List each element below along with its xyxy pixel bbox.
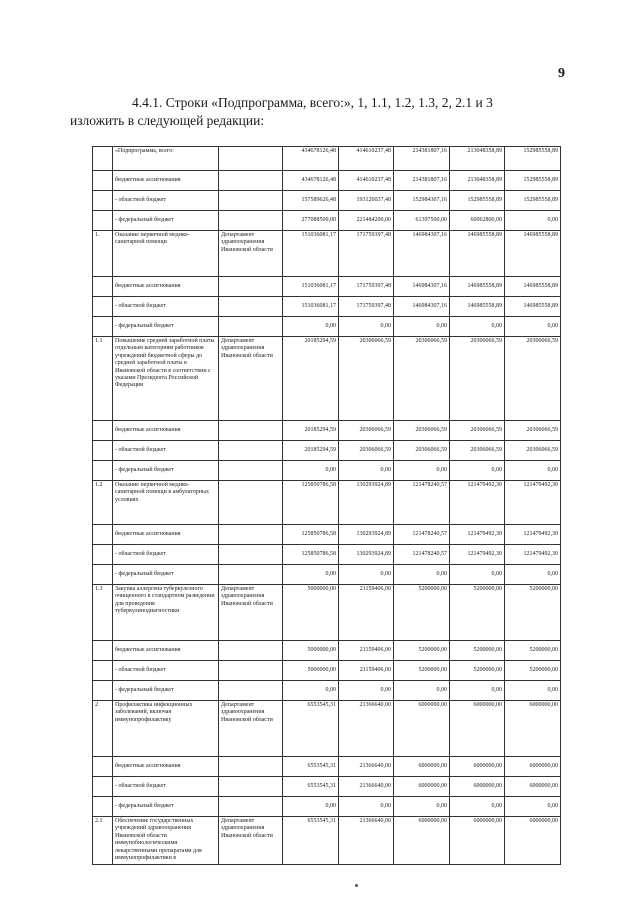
table-row xyxy=(93,681,561,701)
row-executor-cell xyxy=(219,297,283,317)
row-value-cell: 21159406,00 xyxy=(339,661,394,681)
row-value-cell: 6000000,00 xyxy=(394,777,450,797)
row-value-cell: 213048358,89 xyxy=(450,171,505,191)
table-row xyxy=(93,337,561,421)
row-executor-cell xyxy=(219,317,283,337)
row-executor-cell: Департамент здравоохранения Ивановской области xyxy=(219,585,283,641)
row-value-cell: 6000000,00 xyxy=(394,817,450,865)
table-row xyxy=(93,661,561,681)
row-value-cell: 0,00 xyxy=(339,797,394,817)
row-value-cell: 146985558,89 xyxy=(450,277,505,297)
table-row xyxy=(93,757,561,777)
table-row xyxy=(93,421,561,441)
row-value-cell: 193126037,48 xyxy=(339,191,394,211)
row-description-cell: - областной бюджет xyxy=(113,661,219,681)
row-value-cell: 5200000,00 xyxy=(394,661,450,681)
table-row xyxy=(93,147,561,171)
row-value-cell: 0,00 xyxy=(450,681,505,701)
row-value-cell: 0,00 xyxy=(339,681,394,701)
section-heading xyxy=(70,94,582,130)
row-description-cell: - областной бюджет xyxy=(113,191,219,211)
row-value-cell: 6553545,31 xyxy=(283,757,339,777)
row-description-cell: - федеральный бюджет xyxy=(113,461,219,481)
row-value-cell: 5200000,00 xyxy=(394,641,450,661)
row-value-cell: 146985558,89 xyxy=(450,231,505,277)
row-value-cell: 20306066,59 xyxy=(394,337,450,421)
row-executor-cell: Департамент здравоохранения Ивановской области xyxy=(219,701,283,757)
table-row xyxy=(93,585,561,641)
row-code-cell xyxy=(93,171,113,191)
row-value-cell: 121479492,30 xyxy=(450,481,505,525)
row-executor-cell: Департамент здравоохранения Ивановской области xyxy=(219,231,283,277)
row-value-cell: 152984307,16 xyxy=(394,191,450,211)
row-value-cell: 0,00 xyxy=(394,461,450,481)
row-value-cell: 0,00 xyxy=(450,461,505,481)
row-code-cell: 1.1 xyxy=(93,337,113,421)
budget-table xyxy=(92,146,561,865)
row-executor-cell xyxy=(219,277,283,297)
row-value-cell: 20306066,59 xyxy=(505,421,561,441)
row-executor-cell xyxy=(219,525,283,545)
row-code-cell: 2 xyxy=(93,701,113,757)
row-value-cell: 6000000,00 xyxy=(450,817,505,865)
row-code-cell xyxy=(93,681,113,701)
row-value-cell: 151036081,17 xyxy=(283,277,339,297)
row-value-cell: 151036081,17 xyxy=(283,297,339,317)
row-value-cell: 21366640,00 xyxy=(339,777,394,797)
row-value-cell: 125850786,58 xyxy=(283,545,339,565)
row-description-cell: бюджетные ассигнования xyxy=(113,757,219,777)
row-value-cell: 5200000,00 xyxy=(394,585,450,641)
row-value-cell: 5000000,00 xyxy=(283,641,339,661)
table-row xyxy=(93,481,561,525)
row-value-cell: 121478240,57 xyxy=(394,481,450,525)
table-row xyxy=(93,317,561,337)
row-value-cell: 20306066,59 xyxy=(339,441,394,461)
row-value-cell: 6553545,31 xyxy=(283,777,339,797)
row-value-cell: 146985558,89 xyxy=(505,277,561,297)
row-value-cell: 414610237,48 xyxy=(339,171,394,191)
row-code-cell xyxy=(93,545,113,565)
row-value-cell: 121478240,57 xyxy=(394,545,450,565)
row-value-cell: 60062800,00 xyxy=(450,211,505,231)
row-executor-cell xyxy=(219,641,283,661)
row-description-cell: - областной бюджет xyxy=(113,441,219,461)
row-executor-cell xyxy=(219,757,283,777)
row-description-cell: - федеральный бюджет xyxy=(113,317,219,337)
row-value-cell: 121479492,30 xyxy=(450,545,505,565)
row-value-cell: 20306066,59 xyxy=(450,337,505,421)
row-value-cell: 171759397,48 xyxy=(339,297,394,317)
row-value-cell: 171759397,48 xyxy=(339,231,394,277)
row-executor-cell xyxy=(219,441,283,461)
row-value-cell: 6000000,00 xyxy=(505,777,561,797)
row-value-cell: 20185294,59 xyxy=(283,441,339,461)
row-code-cell xyxy=(93,147,113,171)
row-value-cell: 214381807,16 xyxy=(394,147,450,171)
row-value-cell: 6000000,00 xyxy=(505,817,561,865)
row-value-cell: 21366640,00 xyxy=(339,817,394,865)
row-value-cell: 0,00 xyxy=(505,461,561,481)
row-value-cell: 21159406,00 xyxy=(339,585,394,641)
row-value-cell: 434678126,48 xyxy=(283,147,339,171)
row-value-cell: 221484200,00 xyxy=(339,211,394,231)
row-value-cell: 5200000,00 xyxy=(505,641,561,661)
row-code-cell xyxy=(93,277,113,297)
row-code-cell xyxy=(93,565,113,585)
table-row xyxy=(93,565,561,585)
row-value-cell: 152985558,89 xyxy=(505,171,561,191)
row-executor-cell xyxy=(219,147,283,171)
page-number: 9 xyxy=(558,66,565,81)
row-value-cell: 61397500,00 xyxy=(394,211,450,231)
table-row xyxy=(93,641,561,661)
row-value-cell: 146985558,89 xyxy=(505,297,561,317)
row-executor-cell xyxy=(219,545,283,565)
row-value-cell: 0,00 xyxy=(505,797,561,817)
row-value-cell: 151036081,17 xyxy=(283,231,339,277)
table-row xyxy=(93,191,561,211)
row-value-cell: 146984307,16 xyxy=(394,297,450,317)
row-value-cell: 213048358,89 xyxy=(450,147,505,171)
row-value-cell: 152985558,89 xyxy=(450,191,505,211)
row-value-cell: 5000000,00 xyxy=(283,661,339,681)
row-value-cell: 0,00 xyxy=(505,317,561,337)
row-executor-cell xyxy=(219,777,283,797)
row-value-cell: 171759397,48 xyxy=(339,277,394,297)
row-value-cell: 146984307,16 xyxy=(394,231,450,277)
row-code-cell: 1. xyxy=(93,231,113,277)
row-description-cell: Закупка аллергена туберкулезного очищенного в стандартном разведении для проведения туберкулинодиагностики xyxy=(113,585,219,641)
row-executor-cell xyxy=(219,661,283,681)
row-value-cell: 130293924,89 xyxy=(339,545,394,565)
row-description-cell: - областной бюджет xyxy=(113,297,219,317)
row-value-cell: 21159406,00 xyxy=(339,641,394,661)
row-value-cell: 6000000,00 xyxy=(450,701,505,757)
row-value-cell: 121479492,30 xyxy=(505,545,561,565)
row-value-cell: 5000000,00 xyxy=(283,585,339,641)
row-value-cell: 0,00 xyxy=(505,681,561,701)
row-value-cell: 6000000,00 xyxy=(450,777,505,797)
row-value-cell: 214381807,16 xyxy=(394,171,450,191)
row-value-cell: 20185294,59 xyxy=(283,421,339,441)
row-description-cell: - федеральный бюджет xyxy=(113,211,219,231)
budget-table-body xyxy=(93,147,561,865)
table-row xyxy=(93,545,561,565)
table-row xyxy=(93,797,561,817)
row-value-cell: 6000000,00 xyxy=(505,757,561,777)
row-value-cell: 434678126,48 xyxy=(283,171,339,191)
row-value-cell: 20306066,59 xyxy=(339,421,394,441)
row-value-cell: 6000000,00 xyxy=(394,701,450,757)
row-description-cell: бюджетные ассигнования xyxy=(113,421,219,441)
row-value-cell: 20306066,59 xyxy=(505,441,561,461)
row-value-cell: 0,00 xyxy=(339,461,394,481)
row-code-cell xyxy=(93,461,113,481)
table-row xyxy=(93,817,561,865)
row-value-cell: 6000000,00 xyxy=(394,757,450,777)
row-executor-cell xyxy=(219,211,283,231)
row-value-cell: 6000000,00 xyxy=(505,701,561,757)
row-value-cell: 5200000,00 xyxy=(450,661,505,681)
row-value-cell: 0,00 xyxy=(450,797,505,817)
row-code-cell xyxy=(93,191,113,211)
row-value-cell: 0,00 xyxy=(283,461,339,481)
row-value-cell: 5200000,00 xyxy=(505,661,561,681)
row-value-cell: 130293924,89 xyxy=(339,481,394,525)
row-description-cell: бюджетные ассигнования xyxy=(113,171,219,191)
row-executor-cell xyxy=(219,421,283,441)
row-value-cell: 0,00 xyxy=(283,797,339,817)
row-value-cell: 20306066,59 xyxy=(505,337,561,421)
table-row xyxy=(93,211,561,231)
table-row xyxy=(93,777,561,797)
row-description-cell: «Подпрограмма, всего: xyxy=(113,147,219,171)
row-code-cell xyxy=(93,211,113,231)
row-description-cell: - федеральный бюджет xyxy=(113,565,219,585)
row-value-cell: 121479492,30 xyxy=(450,525,505,545)
row-value-cell: 6553545,31 xyxy=(283,701,339,757)
row-value-cell: 21366640,00 xyxy=(339,701,394,757)
table-row xyxy=(93,441,561,461)
row-value-cell: 5200000,00 xyxy=(450,585,505,641)
row-value-cell: 414610237,48 xyxy=(339,147,394,171)
table-row xyxy=(93,525,561,545)
row-description-cell: Оказание первичной медико-санитарной помощи xyxy=(113,231,219,277)
row-value-cell: 125850786,58 xyxy=(283,525,339,545)
row-value-cell: 0,00 xyxy=(505,211,561,231)
row-value-cell: 121478240,57 xyxy=(394,525,450,545)
row-value-cell: 0,00 xyxy=(283,565,339,585)
row-value-cell: 0,00 xyxy=(394,797,450,817)
row-value-cell: 152985558,89 xyxy=(505,191,561,211)
row-description-cell: - федеральный бюджет xyxy=(113,681,219,701)
row-description-cell: - областной бюджет xyxy=(113,777,219,797)
row-value-cell: 6553545,31 xyxy=(283,817,339,865)
row-value-cell: 0,00 xyxy=(505,565,561,585)
row-value-cell: 121479492,30 xyxy=(505,481,561,525)
row-executor-cell xyxy=(219,171,283,191)
row-description-cell: Обеспечение государственных учреждений здравоохранения Ивановской области иммунобиологическими лекарственными препаратами для иммунопрофилактики в xyxy=(113,817,219,865)
row-code-cell: 1.2 xyxy=(93,481,113,525)
row-value-cell: 152985558,89 xyxy=(505,147,561,171)
row-value-cell: 5200000,00 xyxy=(505,585,561,641)
row-value-cell: 0,00 xyxy=(394,317,450,337)
row-value-cell: 277088500,00 xyxy=(283,211,339,231)
row-value-cell: 20306066,59 xyxy=(450,421,505,441)
row-code-cell xyxy=(93,757,113,777)
row-value-cell: 5200000,00 xyxy=(450,641,505,661)
row-code-cell xyxy=(93,641,113,661)
row-value-cell: 125850786,58 xyxy=(283,481,339,525)
table-row xyxy=(93,277,561,297)
row-value-cell: 157589626,48 xyxy=(283,191,339,211)
row-value-cell: 146985558,89 xyxy=(505,231,561,277)
table-row xyxy=(93,231,561,277)
table-row xyxy=(93,461,561,481)
row-value-cell: 146985558,89 xyxy=(450,297,505,317)
row-executor-cell xyxy=(219,681,283,701)
row-code-cell xyxy=(93,317,113,337)
row-description-cell: бюджетные ассигнования xyxy=(113,525,219,545)
row-value-cell: 0,00 xyxy=(339,317,394,337)
scan-speck xyxy=(355,884,358,887)
row-description-cell: бюджетные ассигнования xyxy=(113,277,219,297)
heading-line-2: изложить в следующей редакции: xyxy=(70,113,265,128)
row-code-cell xyxy=(93,777,113,797)
table-row xyxy=(93,297,561,317)
row-value-cell: 0,00 xyxy=(394,565,450,585)
row-value-cell: 20306066,59 xyxy=(394,421,450,441)
row-description-cell: Профилактика инфекционных заболеваний, включая иммунопрофилактику xyxy=(113,701,219,757)
row-value-cell: 0,00 xyxy=(283,681,339,701)
row-value-cell: 146984307,16 xyxy=(394,277,450,297)
row-code-cell: 2.1 xyxy=(93,817,113,865)
row-value-cell: 0,00 xyxy=(394,681,450,701)
row-value-cell: 20306066,59 xyxy=(394,441,450,461)
row-code-cell xyxy=(93,441,113,461)
row-code-cell xyxy=(93,525,113,545)
row-executor-cell: Департамент здравоохранения Ивановской области xyxy=(219,337,283,421)
row-description-cell: Оказание первичной медико-санитарной помощи в амбулаторных условиях xyxy=(113,481,219,525)
row-executor-cell: Департамент здравоохранения Ивановской области xyxy=(219,817,283,865)
row-executor-cell xyxy=(219,565,283,585)
row-value-cell: 6000000,00 xyxy=(450,757,505,777)
row-value-cell: 21366640,00 xyxy=(339,757,394,777)
row-description-cell: - областной бюджет xyxy=(113,545,219,565)
heading-line-1: 4.4.1. Строки «Подпрограмма, всего:», 1, 1.1, 1.2, 1.3, 2, 2.1 и 3 xyxy=(132,95,493,110)
row-value-cell: 20306066,59 xyxy=(450,441,505,461)
row-value-cell: 20306066,59 xyxy=(339,337,394,421)
row-code-cell xyxy=(93,797,113,817)
row-executor-cell xyxy=(219,481,283,525)
row-value-cell: 20185294,59 xyxy=(283,337,339,421)
row-description-cell: - федеральный бюджет xyxy=(113,797,219,817)
row-code-cell xyxy=(93,421,113,441)
table-row xyxy=(93,701,561,757)
table-row xyxy=(93,171,561,191)
row-value-cell: 0,00 xyxy=(283,317,339,337)
row-executor-cell xyxy=(219,461,283,481)
row-code-cell xyxy=(93,661,113,681)
row-description-cell: бюджетные ассигнования xyxy=(113,641,219,661)
row-code-cell: 1.3 xyxy=(93,585,113,641)
row-executor-cell xyxy=(219,797,283,817)
row-value-cell: 121479492,30 xyxy=(505,525,561,545)
row-description-cell: Повышение средней заработной платы отдельным категориям работников учреждений бюджетной сферы до средней заработной платы в Ивановской области в соответствии с указами Президента Российской Федерации xyxy=(113,337,219,421)
row-value-cell: 0,00 xyxy=(450,317,505,337)
row-value-cell: 0,00 xyxy=(450,565,505,585)
row-value-cell: 130293924,89 xyxy=(339,525,394,545)
row-executor-cell xyxy=(219,191,283,211)
row-code-cell xyxy=(93,297,113,317)
row-value-cell: 0,00 xyxy=(339,565,394,585)
